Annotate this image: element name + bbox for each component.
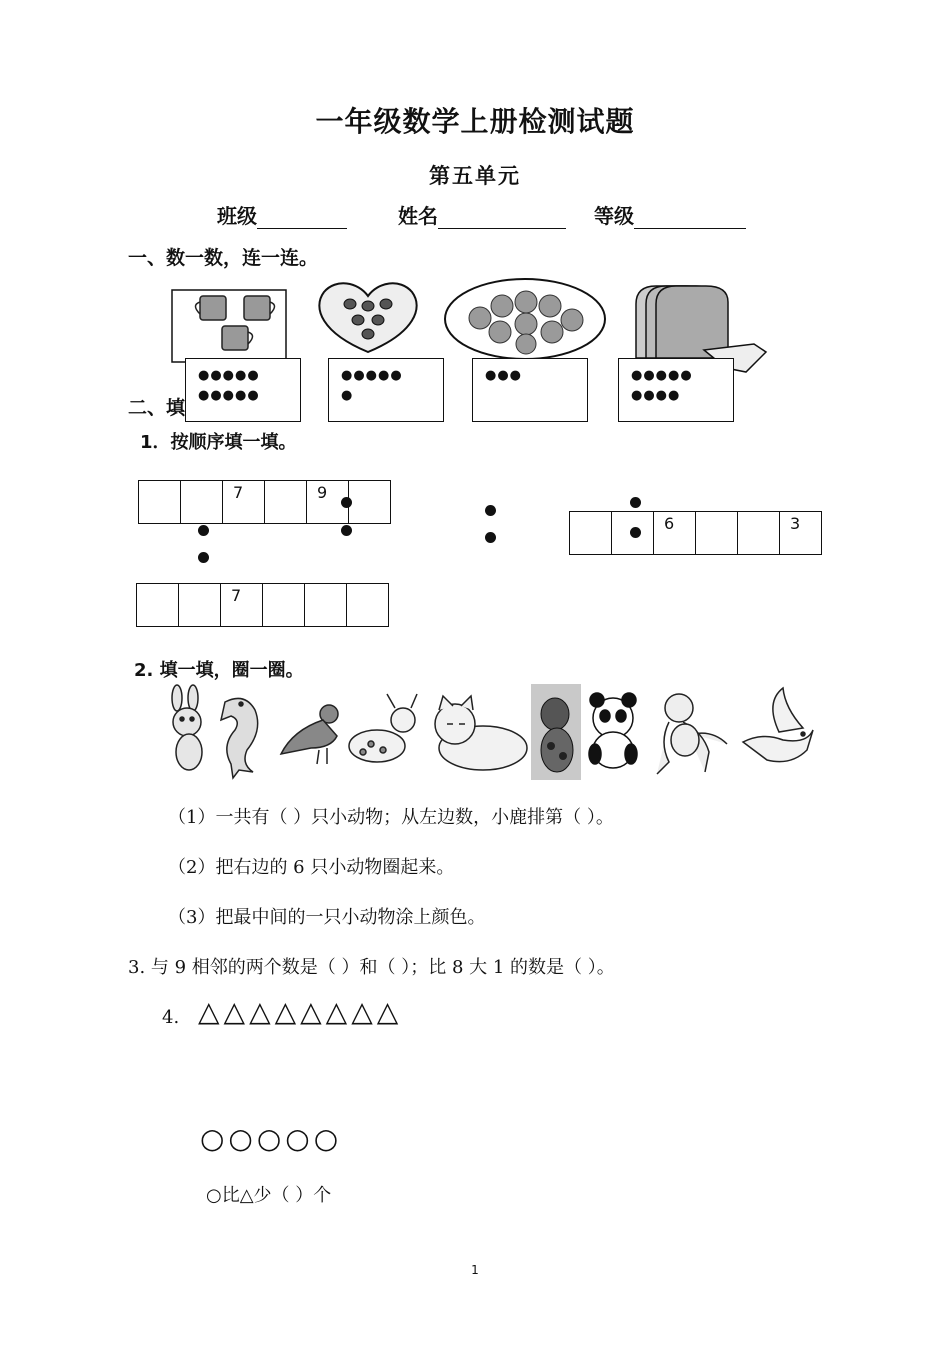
name-blank[interactable] <box>438 206 566 229</box>
grid-cell[interactable] <box>137 584 179 626</box>
grid-cell[interactable] <box>696 512 738 554</box>
connector-dot <box>341 497 352 508</box>
section2-heading: 二、填 <box>128 397 186 419</box>
grade-blank[interactable] <box>634 206 746 229</box>
grid-cell[interactable] <box>263 584 305 626</box>
dot-box-1[interactable] <box>185 358 301 422</box>
dot-box-3[interactable] <box>472 358 588 422</box>
dog-icon <box>531 684 581 780</box>
q4-question: ○比△少（ ）个 <box>206 1185 332 1206</box>
q2-line-3: （3）把最中间的一只小动物涂上颜色。 <box>168 907 486 928</box>
dot-row: ●●●● <box>631 388 681 403</box>
q2-label: 2. 填一填，圈一圈。 <box>134 660 304 681</box>
name-label: 姓名 <box>398 204 438 228</box>
pigeon-icon <box>281 705 338 764</box>
q3-text: 3. 与 9 相邻的两个数是（ ）和（ ）；比 8 大 1 的数是（ ）。 <box>128 957 615 978</box>
grid-cell[interactable] <box>738 512 780 554</box>
oranges-plate-picture[interactable] <box>442 276 608 362</box>
grade-label: 等级 <box>594 204 634 228</box>
class-field <box>217 200 347 229</box>
grid-cell[interactable] <box>347 584 388 626</box>
connector-dot <box>198 525 209 536</box>
grid-cell[interactable] <box>570 512 612 554</box>
deer-icon <box>349 694 417 762</box>
dot-box-2[interactable] <box>328 358 444 422</box>
dot-row: ●●● <box>485 368 523 383</box>
page-title: 一年级数学上册检测试题 <box>315 105 635 138</box>
name-field <box>398 200 566 229</box>
rabbit-icon <box>172 685 202 770</box>
sequence-grid-b <box>569 511 822 555</box>
bird-icon <box>743 688 813 762</box>
connector-dot <box>630 527 641 538</box>
grid-cell[interactable] <box>179 584 221 626</box>
connector-dot <box>485 532 496 543</box>
chocolate-box-picture[interactable] <box>312 278 424 358</box>
dot-row: ●●●●● <box>198 388 260 403</box>
grid-cell[interactable]: 3 <box>790 514 801 533</box>
connector-dot <box>630 497 641 508</box>
q2-line-1: （1）一共有（ ）只小动物；从左边数，小鹿排第（ ）。 <box>168 807 614 828</box>
connector-dot <box>485 505 496 516</box>
grid-cell[interactable] <box>305 584 347 626</box>
connector-dot <box>341 525 352 536</box>
grid-cell[interactable]: 7 <box>221 584 263 626</box>
sequence-grid-a <box>138 480 391 524</box>
dot-row: ● <box>341 388 354 403</box>
grid-cell[interactable] <box>265 481 307 523</box>
cat-icon <box>435 696 527 770</box>
grid-cell[interactable] <box>349 481 390 523</box>
q1-label: 1．按顺序填一填。 <box>140 432 297 453</box>
triangle-icon: △△△△△△△△ <box>198 995 403 1028</box>
grid-cell[interactable] <box>139 481 181 523</box>
monkey-icon <box>657 694 727 774</box>
dot-box-4[interactable] <box>618 358 734 422</box>
grid-cell[interactable] <box>181 481 223 523</box>
grade-field <box>594 200 746 229</box>
unit-subtitle: 第五单元 <box>429 163 521 188</box>
class-label: 班级 <box>217 204 257 228</box>
animals-row <box>163 684 823 780</box>
bread-slice-icon <box>636 286 728 358</box>
grid-cell[interactable]: 9 <box>307 481 349 523</box>
sequence-grid-c <box>136 583 389 627</box>
circle-icon: ○○○○○ <box>200 1122 343 1155</box>
dolphin-icon <box>221 698 258 778</box>
panda-icon <box>589 693 637 768</box>
page-number: 1 <box>471 1263 479 1277</box>
cups-picture[interactable] <box>170 288 288 364</box>
dot-row: ●●●●● <box>631 368 693 383</box>
connector-dot <box>198 552 209 563</box>
q2-line-2: （2）把右边的 6 只小动物圈起来。 <box>168 857 455 878</box>
grid-cell[interactable]: 7 <box>223 481 265 523</box>
q4-label: 4. <box>162 1007 180 1028</box>
dot-row: ●●●●● <box>198 368 260 383</box>
dot-row: ●●●●● <box>341 368 403 383</box>
grid-cell[interactable]: 6 <box>654 512 696 554</box>
class-blank[interactable] <box>257 206 347 229</box>
section1-heading: 一、数一数，连一连。 <box>128 247 319 269</box>
